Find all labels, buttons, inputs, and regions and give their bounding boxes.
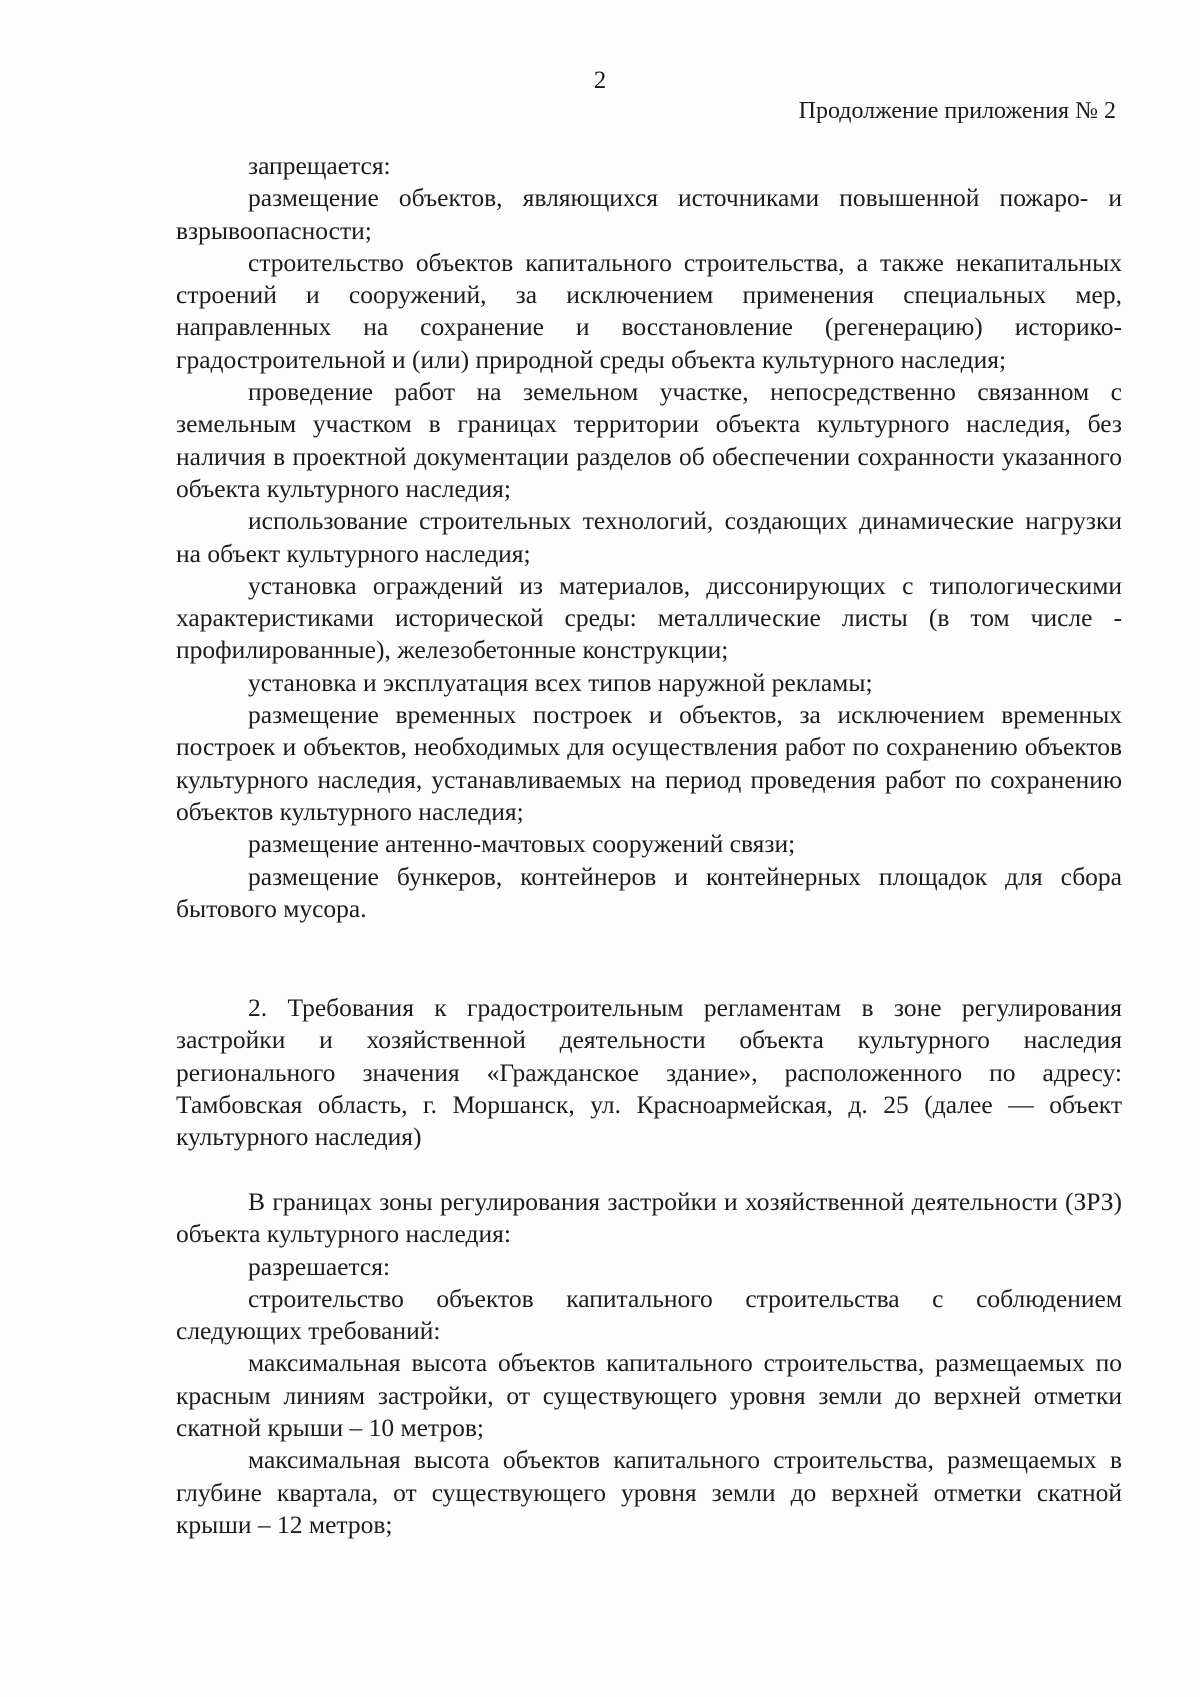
paragraph: В границах зоны регулирования застройки и хозяйственной деятельности (ЗРЗ) объекта культурного наследия: xyxy=(176,1187,1122,1249)
appendix-continuation-label: Продолжение приложения № 2 xyxy=(798,98,1116,124)
paragraph: строительство объектов капитального строительства, а также некапитальных строений и сооружений, за исключением применения специальных мер, направленных на сохранение и восстановление (регенерацию) историко-градостроительной и (или) природной среды объекта культурного наследия; xyxy=(176,247,1122,374)
paragraph: максимальная высота объектов капитального строительства, размещаемых в глубине квартала, от существующего уровня земли до верхней отметки скатной крыши – 12 метров; xyxy=(176,1445,1122,1539)
paragraph: установка и эксплуатация всех типов наружной рекламы; xyxy=(248,667,873,697)
paragraph: разрешается: xyxy=(248,1251,391,1281)
paragraph: размещение антенно-мачтовых сооружений связи; xyxy=(248,829,796,859)
paragraph: запрещается: xyxy=(248,151,391,180)
zrz-section xyxy=(176,1186,1122,1541)
page-number: 2 xyxy=(593,67,607,94)
paragraph: размещение бункеров, контейнеров и контейнерных площадок для сбора бытового мусора. xyxy=(176,861,1122,923)
paragraph: проведение работ на земельном участке, непосредственно связанном с земельным участком в границах территории объекта культурного наследия, без наличия в проектной документации разделов об обеспечении сохранности указанного объекта культурного наследия; xyxy=(176,377,1122,503)
paragraph: размещение объектов, являющихся источниками повышенной пожаро- и взрывоопасности; xyxy=(176,183,1122,245)
prohibitions-section xyxy=(176,150,1122,925)
paragraph: установка ограждений из материалов, диссонирующих с типологическими характеристиками исторической среды: металлические листы (в том числе - профилированные), железобетонные конструкции; xyxy=(176,570,1122,665)
paragraph: размещение временных построек и объектов, за исключением временных построек и объектов, необходимых для осуществления работ по сохранению объектов культурного наследия, устанавливаемых на период проведения работ по сохранению объектов культурного наследия; xyxy=(176,700,1122,826)
paragraph: использование строительных технологий, создающих динамические нагрузки на объект культурного наследия; xyxy=(176,506,1122,568)
requirements-heading-section xyxy=(176,992,1122,1153)
section-heading: 2. Требования к градостроительным регламентам в зоне регулирования застройки и хозяйственной деятельности объекта культурного наследия регионального значения «Гражданское здание», расположенного по адресу: Тамбовская область, г. Моршанск, ул. Красноармейская, д. 25 (далее — объект культурного наследия) xyxy=(176,993,1122,1152)
paragraph: максимальная высота объектов капитального строительства, размещаемых по красным линиям застройки, от существующего уровня земли до верхней отметки скатной крыши – 10 метров; xyxy=(176,1348,1122,1443)
paragraph: строительство объектов капитального строительства с соблюдением следующих требований: xyxy=(176,1283,1122,1346)
